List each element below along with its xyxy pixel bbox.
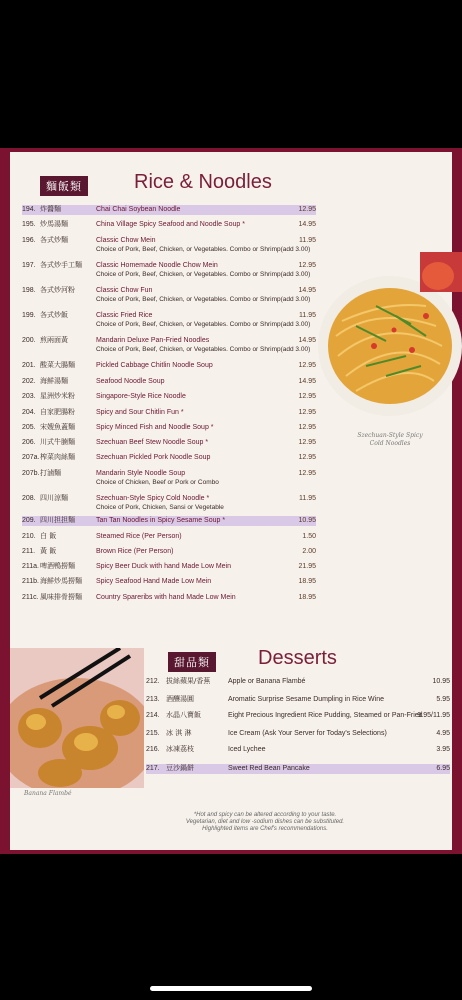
menu-item-chinese-name: 四川担担麵 (40, 516, 75, 524)
dessert-item-english-name: Aromatic Surprise Sesame Dumpling in Rice Wine (228, 696, 384, 703)
menu-item-chinese-name: 啤酒鴨撈麵 (40, 562, 75, 570)
menu-item-english-name: Mandarin Deluxe Pan-Fried Noodles (96, 337, 210, 344)
menu-item-price: 12.95 (298, 262, 316, 269)
menu-item-english-name: Spicy Beer Duck with hand Made Low Mein (96, 563, 232, 570)
menu-item-price: 14.95 (298, 221, 316, 228)
dessert-item-chinese-name: 冰 淇 淋 (166, 729, 192, 737)
menu-item-number: 209. (22, 517, 36, 524)
menu-item-price: 12.95 (298, 424, 316, 431)
dessert-item-price: 10.95 (432, 678, 450, 685)
menu-item-number: 211b. (22, 578, 39, 585)
dessert-item-price: 5.95 (436, 696, 450, 703)
menu-item-row (22, 408, 316, 418)
menu-item-row (22, 392, 316, 402)
noodle-photo-caption-line1: Szechuan-Style Spicy (357, 432, 423, 439)
menu-item-english-name: Spicy Minced Fish and Noodle Soup * (96, 424, 214, 431)
menu-item-chinese-name: 打滷麵 (40, 469, 61, 477)
menu-item-price: 11.95 (299, 237, 316, 244)
menu-item-row (22, 593, 316, 603)
menu-item-price: 1.50 (302, 533, 316, 540)
dessert-photo-caption: Banana Flambé (24, 790, 72, 797)
menu-item-row (22, 469, 316, 488)
menu-item-number: 196. (22, 237, 36, 244)
menu-item-number: 207a. (22, 454, 40, 461)
menu-item-chinese-name: 各式炒飯 (40, 311, 68, 319)
menu-item-number: 211a. (22, 563, 39, 570)
menu-item-number: 205. (22, 424, 36, 431)
menu-item-number: 207b. (22, 470, 40, 477)
menu-item-row (22, 220, 316, 230)
dessert-item-price: 4.95 (436, 730, 450, 737)
menu-item-english-name: Country Spareribs with hand Made Low Mein (96, 594, 236, 601)
menu-item-number: 204. (22, 409, 36, 416)
dessert-item-number: 216. (146, 746, 160, 753)
menu-item-row (22, 453, 316, 463)
desserts-section-tag: 甜品類 (168, 652, 216, 672)
menu-item-row (22, 286, 316, 305)
menu-item-number: 200. (22, 337, 36, 344)
dessert-item-english-name: Ice Cream (Ask Your Server for Today's Selections) (228, 730, 387, 737)
footnote-line3: Highlighted items are Chef's recommendations. (202, 826, 328, 832)
dessert-item-chinese-name: 水晶八寶飯 (166, 711, 201, 719)
menu-item-row (22, 336, 316, 355)
menu-item-number: 206. (22, 439, 36, 446)
menu-item-chinese-name: 各式炒河粉 (40, 286, 75, 294)
menu-item-chinese-name: 炒馬湯麵 (40, 220, 68, 228)
menu-item-chinese-name: 各式炒麵 (40, 236, 68, 244)
rice-section-tag: 麵飯類 (40, 176, 88, 196)
menu-item-english-name: Tan Tan Noodles in Spicy Sesame Soup * (96, 517, 226, 524)
menu-item-english-name: Singapore-Style Rice Noodle (96, 393, 186, 400)
dessert-item-row (146, 764, 450, 774)
menu-item-price: 11.95 (299, 312, 316, 319)
dessert-item-number: 212. (146, 678, 160, 685)
menu-item-chinese-name: 川式牛腩麵 (40, 438, 75, 446)
menu-item-english-name: Steamed Rice (Per Person) (96, 533, 182, 540)
dessert-item-row (146, 729, 450, 739)
dessert-item-number: 217. (146, 765, 160, 772)
menu-item-row (22, 205, 316, 215)
menu-item-english-name: Szechuan-Style Spicy Cold Noodle * (96, 495, 210, 502)
noodle-photo-caption-line2: Cold Noodles (369, 440, 411, 447)
dessert-item-row (146, 711, 450, 721)
dessert-item-price: 3.95 (436, 746, 450, 753)
menu-item-chinese-name: 酸菜大腸麵 (40, 361, 75, 369)
menu-item-row (22, 261, 316, 280)
footnote-line1: *Hot and spicy can be altered according to your taste. (193, 812, 337, 818)
menu-item-price: 12.95 (298, 454, 316, 461)
menu-item-number: 208. (22, 495, 36, 502)
menu-item-number: 199. (22, 312, 36, 319)
footnote-line2: Vegetarian, diet and low -sodium dishes can be substituted. (185, 819, 345, 825)
menu-item-chinese-name: 自家肥腸粉 (40, 408, 75, 416)
menu-item-chinese-name: 海鮮湯麵 (40, 377, 68, 385)
menu-item-row (22, 438, 316, 448)
dessert-item-number: 213. (146, 696, 160, 703)
menu-item-price: 12.95 (298, 439, 316, 446)
menu-item-number: 202. (22, 378, 36, 385)
menu-item-english-name: Szechuan Beef Stew Noodle Soup * (96, 439, 209, 446)
dessert-item-price: 6.95 (436, 765, 450, 772)
menu-item-row (22, 494, 316, 513)
menu-item-chinese-name: 星洲炒米粉 (40, 392, 75, 400)
menu-item-description: Choice of Pork, Beef, Chicken, or Vegetables. Combo or Shrimp(add 3.00) (96, 321, 311, 328)
menu-item-price: 21.95 (298, 563, 316, 570)
menu-item-number: 194. (22, 206, 36, 213)
menu-item-description: Choice of Chicken, Beef or Pork or Combo (96, 479, 219, 486)
dessert-item-chinese-name: 酒釀湯圓 (166, 695, 194, 703)
menu-item-price: 12.95 (298, 409, 316, 416)
menu-item-chinese-name: 風味排骨撈麵 (40, 593, 82, 601)
banana-flambe-photo (10, 648, 144, 788)
menu-item-price: 14.95 (298, 287, 316, 294)
menu-item-number: 197. (22, 262, 36, 269)
dessert-item-english-name: Apple or Banana Flambé (228, 678, 306, 685)
menu-item-english-name: Mandarin Style Noodle Soup (96, 470, 186, 477)
desserts-section-title: Desserts (258, 647, 337, 669)
menu-item-row (22, 361, 316, 371)
dessert-item-english-name: Eight Precious Ingredient Rice Pudding, Steamed or Pan-Fried (228, 712, 423, 719)
menu-item-chinese-name: 海鮮炒馬撈麵 (40, 577, 82, 585)
menu-item-chinese-name: 四川涼麵 (40, 494, 68, 502)
menu-item-english-name: Chai Chai Soybean Noodle (96, 206, 181, 213)
menu-item-description: Choice of Pork, Chicken, Sansi or Vegetable (96, 504, 224, 511)
menu-item-description: Choice of Pork, Beef, Chicken, or Vegetables. Combo or Shrimp(add 3.00) (96, 246, 311, 253)
menu-item-row (22, 311, 316, 330)
menu-item-chinese-name: 白 飯 (40, 532, 57, 540)
menu-item-number: 203. (22, 393, 36, 400)
menu-item-english-name: Spicy Seafood Hand Made Low Mein (96, 578, 212, 585)
menu-item-chinese-name: 宋嫂魚蓋麵 (40, 423, 75, 431)
menu-item-description: Choice of Pork, Beef, Chicken, or Vegetables. Combo or Shrimp(add 3.00) (96, 296, 311, 303)
dessert-item-number: 215. (146, 730, 160, 737)
menu-item-price: 11.95 (299, 495, 316, 502)
menu-item-row (22, 577, 316, 587)
menu-item-chinese-name: 煎兩面黃 (40, 336, 68, 344)
menu-item-english-name: China Village Spicy Seafood and Noodle Soup * (96, 221, 245, 228)
menu-item-chinese-name: 榨菜肉絲麵 (40, 453, 75, 461)
menu-item-row (22, 547, 316, 557)
menu-item-description: Choice of Pork, Beef, Chicken, or Vegetables. Combo or Shrimp(add 3.00) (96, 346, 311, 353)
dessert-item-row (146, 745, 450, 755)
dessert-item-chinese-name: 冰凍荔枝 (166, 745, 194, 753)
menu-item-price: 12.95 (298, 362, 316, 369)
dessert-item-chinese-name: 豆沙鍋餅 (166, 764, 194, 772)
menu-item-price: 14.95 (298, 337, 316, 344)
menu-item-english-name: Classic Homemade Noodle Chow Mein (96, 262, 218, 269)
footnote (120, 812, 410, 833)
dessert-item-english-name: Iced Lychee (228, 746, 266, 753)
menu-item-price: 10.95 (298, 517, 316, 524)
home-indicator[interactable] (150, 986, 312, 991)
menu-item-number: 198. (22, 287, 36, 294)
menu-item-row (22, 423, 316, 433)
menu-item-row (22, 516, 316, 526)
menu-item-english-name: Pickled Cabbage Chitlin Noodle Soup (96, 362, 213, 369)
dessert-item-price: 9.95/11.95 (417, 712, 450, 719)
menu-item-english-name: Classic Chow Fun (96, 287, 153, 294)
dessert-item-english-name: Sweet Red Bean Pancake (228, 765, 310, 772)
menu-item-price: 2.00 (302, 548, 316, 555)
menu-item-row (22, 562, 316, 572)
menu-item-english-name: Brown Rice (Per Person) (96, 548, 174, 555)
menu-item-english-name: Classic Chow Mein (96, 237, 156, 244)
menu-item-number: 211c. (22, 594, 39, 601)
dessert-item-chinese-name: 拔絲蘋果/香蕉 (166, 677, 211, 685)
cold-noodles-photo (316, 246, 462, 426)
menu-item-price: 18.95 (298, 578, 316, 585)
menu-item-number: 211. (22, 548, 36, 555)
menu-item-price: 12.95 (298, 393, 316, 400)
menu-item-price: 12.95 (298, 206, 316, 213)
menu-item-price: 12.95 (298, 470, 316, 477)
dessert-item-number: 214. (146, 712, 160, 719)
menu-item-english-name: Seafood Noodle Soup (96, 378, 165, 385)
menu-item-price: 14.95 (298, 378, 316, 385)
menu-item-english-name: Classic Fried Rice (96, 312, 153, 319)
menu-item-english-name: Spicy and Sour Chitlin Fun * (96, 409, 184, 416)
dessert-item-row (146, 677, 450, 687)
menu-item-price: 18.95 (298, 594, 316, 601)
menu-item-row (22, 377, 316, 387)
menu-item-english-name: Szechuan Pickled Pork Noodle Soup (96, 454, 211, 461)
menu-item-number: 201. (22, 362, 36, 369)
menu-item-row (22, 236, 316, 255)
menu-item-chinese-name: 黃 飯 (40, 547, 57, 555)
dessert-item-row (146, 695, 450, 705)
menu-item-number: 195. (22, 221, 36, 228)
rice-section-title: Rice & Noodles (134, 171, 272, 193)
menu-item-description: Choice of Pork, Beef, Chicken, or Vegetables. Combo or Shrimp(add 3.00) (96, 271, 311, 278)
menu-item-chinese-name: 各式炒手工麵 (40, 261, 82, 269)
menu-item-chinese-name: 炸醬麵 (40, 205, 61, 213)
menu-item-number: 210. (22, 533, 36, 540)
menu-item-row (22, 532, 316, 542)
